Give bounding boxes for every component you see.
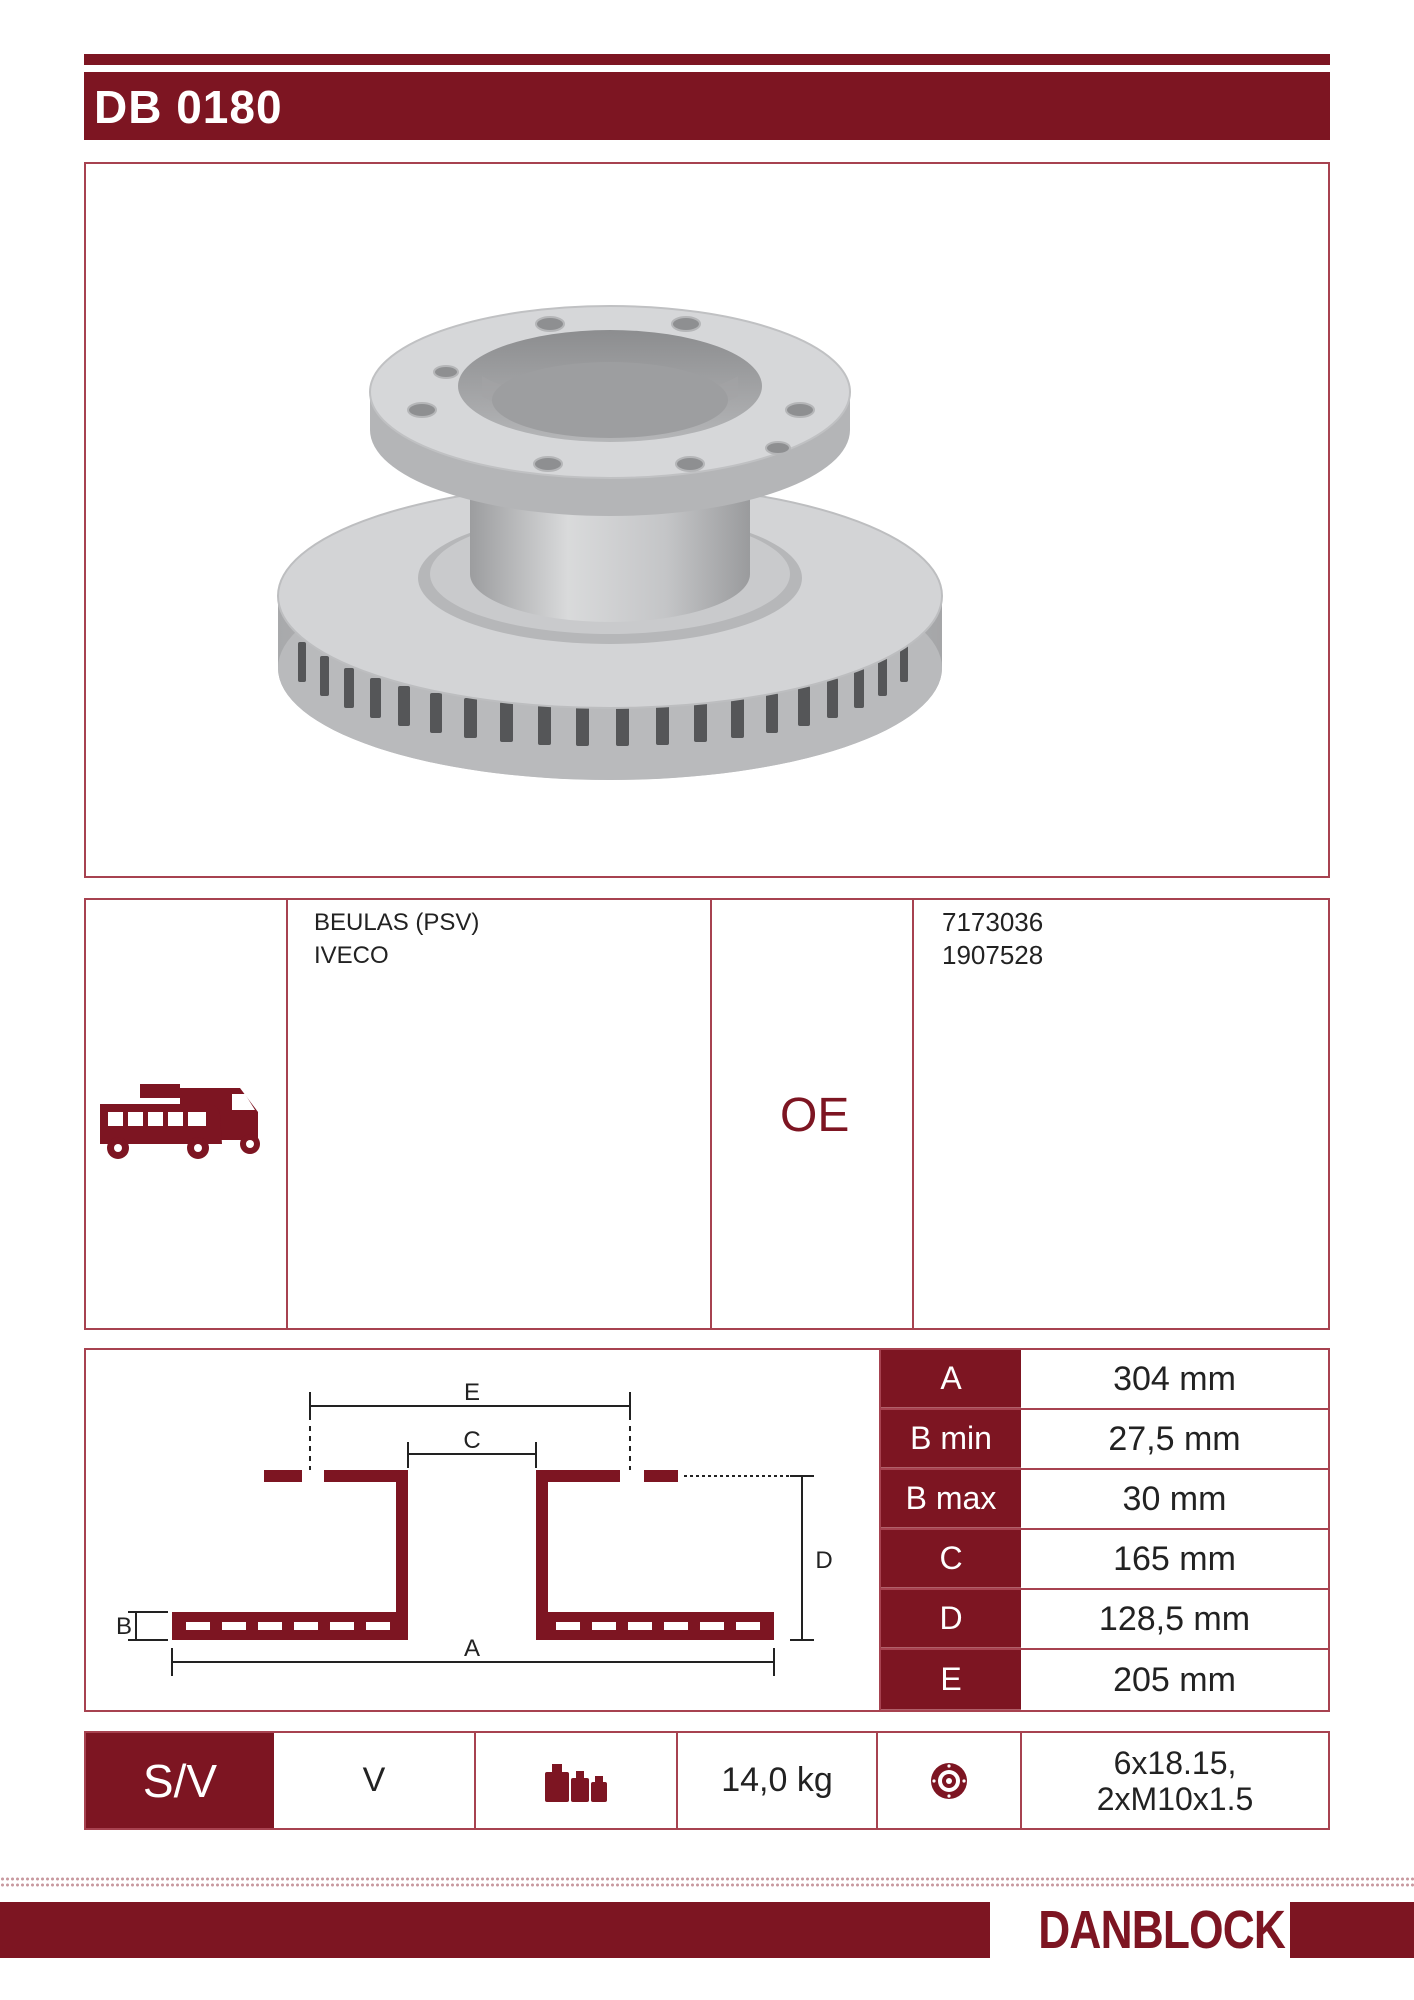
table-row [881,1410,1328,1470]
oe-label: OE [780,1089,850,1142]
bolt-holes-line-1: 6x18.15, [1113,1744,1237,1781]
header-top-rule [84,54,1330,65]
weight-value: 14,0 kg [721,1761,833,1799]
brand-logo [990,1902,1290,1958]
dim-value: 128,5 mm [1098,1599,1251,1638]
footer-pattern [0,1876,1414,1888]
dim-key: B max [881,1470,1021,1528]
type-label: S/V [86,1733,274,1828]
dim-value: 27,5 mm [1108,1419,1241,1458]
brake-disc-image [86,164,1328,876]
table-row [881,1650,1328,1710]
weight-icon [543,1760,609,1802]
dim-value: 304 mm [1113,1359,1236,1398]
bolt-holes-icon [929,1761,969,1801]
dim-label-c: C [463,1427,481,1454]
dim-label-d: D [815,1547,833,1574]
dimension-diagram [84,1348,881,1712]
divider [710,900,712,1328]
part-number-title: DB 0180 [94,81,283,133]
dimensions-table [879,1348,1330,1712]
dim-key: D [881,1590,1021,1648]
list-item: 1907528 [942,940,1044,970]
product-image-frame [84,162,1330,878]
bolt-holes-value [1022,1733,1328,1828]
vehicle-list [314,906,479,972]
table-row [881,1530,1328,1590]
dim-value: 205 mm [1113,1660,1236,1699]
dim-key: E [881,1650,1021,1710]
table-row [881,1590,1328,1650]
brand-logo-text: DANBLOCK [1038,1900,1286,1960]
bolt-holes-line-2: 2xM10x1.5 [1096,1780,1254,1817]
table-row [881,1350,1328,1410]
list-item: IVECO [314,942,389,969]
vehicle-bus-truck-icon [100,1074,270,1164]
bolt-holes-icon-cell [878,1733,1020,1828]
oe-number-list [942,906,1043,972]
dim-key: B min [881,1410,1021,1468]
dim-label-a: A [463,1635,481,1662]
title-bar [84,72,1330,140]
list-item: 7173036 [942,907,1044,937]
type-value: V [362,1761,386,1799]
dim-key: C [881,1530,1021,1588]
list-item: BEULAS (PSV) [314,909,480,936]
table-row [881,1470,1328,1530]
dim-label-b: B [115,1613,133,1640]
application-table [84,898,1330,1330]
dim-value: 165 mm [1113,1539,1236,1578]
dim-key: A [881,1350,1021,1408]
disc-cross-section-diagram [86,1350,879,1710]
dim-label-e: E [463,1379,481,1406]
info-row [84,1731,1330,1830]
weight-icon-cell [476,1733,676,1828]
divider [286,900,288,1328]
dim-value: 30 mm [1122,1479,1227,1518]
